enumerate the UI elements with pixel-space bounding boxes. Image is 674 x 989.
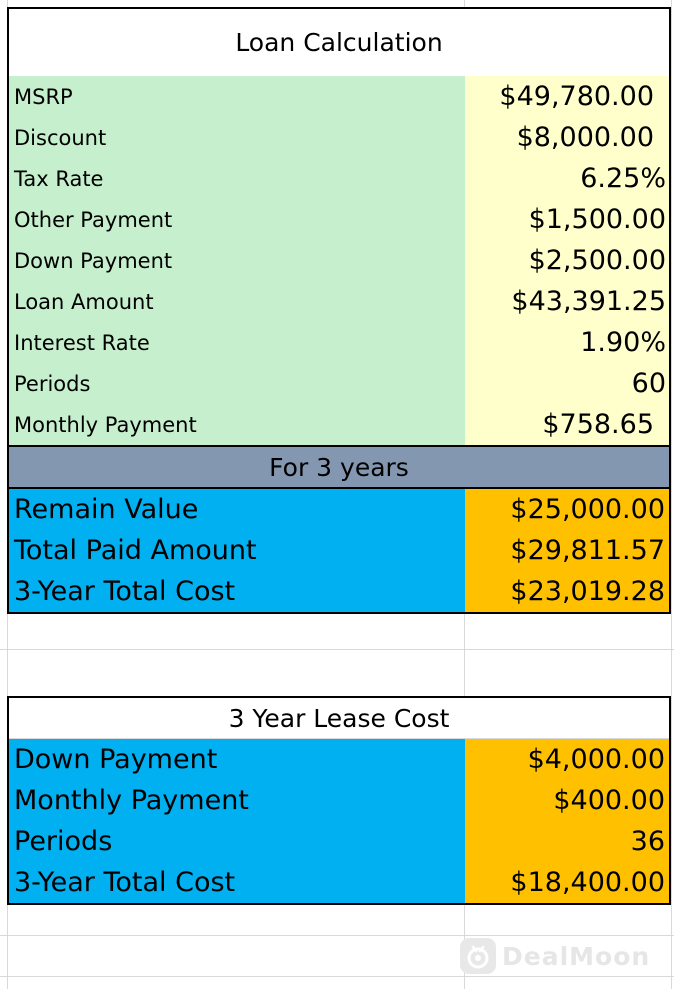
watermark-text: DealMoon — [502, 941, 651, 971]
cell-label[interactable]: 3-Year Total Cost — [9, 571, 465, 612]
cell-value[interactable]: $400.00 — [465, 780, 669, 821]
cell-label[interactable]: Interest Rate — [9, 322, 465, 363]
cell-label[interactable]: Loan Amount — [9, 281, 465, 322]
table-row — [9, 158, 669, 199]
cell-label[interactable]: Periods — [9, 821, 465, 862]
cell-value[interactable]: $18,400.00 — [465, 862, 669, 903]
cell-label[interactable]: Down Payment — [9, 739, 465, 780]
table-row — [9, 363, 669, 404]
table-row — [9, 76, 669, 117]
cell-label[interactable]: Down Payment — [9, 240, 465, 281]
table-row — [9, 821, 669, 862]
lease-title[interactable]: 3 Year Lease Cost — [9, 698, 669, 739]
empty-row[interactable] — [7, 655, 671, 696]
cell-value[interactable]: 1.90% — [465, 322, 669, 363]
table-row — [9, 489, 669, 530]
cell-label[interactable]: Monthly Payment — [9, 404, 465, 445]
three-year-header[interactable]: For 3 years — [9, 445, 669, 489]
cell-value[interactable]: $25,000.00 — [465, 489, 669, 530]
cell-label[interactable]: 3-Year Total Cost — [9, 862, 465, 903]
cell-value[interactable]: $4,000.00 — [465, 739, 669, 780]
dealmoon-watermark — [460, 938, 650, 974]
table-row — [9, 530, 669, 571]
table-row — [9, 199, 669, 240]
cell-label[interactable]: Total Paid Amount — [9, 530, 465, 571]
cell-label[interactable]: Tax Rate — [9, 158, 465, 199]
spreadsheet — [7, 7, 671, 905]
cell-label[interactable]: MSRP — [9, 76, 465, 117]
cell-value[interactable]: $23,019.28 — [465, 571, 669, 612]
cell-value[interactable]: $2,500.00 — [465, 240, 669, 281]
cell-value[interactable]: $1,500.00 — [465, 199, 669, 240]
cell-value[interactable]: $29,811.57 — [465, 530, 669, 571]
table-row — [9, 739, 669, 780]
table-row — [9, 281, 669, 322]
cell-label[interactable]: Periods — [9, 363, 465, 404]
cell-value[interactable]: 60 — [465, 363, 669, 404]
cell-label[interactable]: Discount — [9, 117, 465, 158]
lease-table — [7, 696, 671, 905]
cell-value[interactable]: $49,780.00 — [465, 76, 669, 117]
cell-value[interactable]: $8,000.00 — [465, 117, 669, 158]
table-row — [9, 117, 669, 158]
cell-value[interactable]: 6.25% — [465, 158, 669, 199]
empty-row[interactable] — [7, 614, 671, 655]
loan-table — [7, 7, 671, 614]
dealmoon-logo-icon — [460, 938, 496, 974]
loan-title[interactable]: Loan Calculation — [9, 9, 669, 76]
table-row — [9, 571, 669, 612]
table-row — [9, 780, 669, 821]
table-row — [9, 862, 669, 903]
cell-value[interactable]: $43,391.25 — [465, 281, 669, 322]
table-row — [9, 322, 669, 363]
cell-value[interactable]: 36 — [465, 821, 669, 862]
cell-value[interactable]: $758.65 — [465, 404, 669, 445]
cell-label[interactable]: Remain Value — [9, 489, 465, 530]
table-row — [9, 240, 669, 281]
cell-label[interactable]: Other Payment — [9, 199, 465, 240]
table-row — [9, 404, 669, 445]
cell-label[interactable]: Monthly Payment — [9, 780, 465, 821]
